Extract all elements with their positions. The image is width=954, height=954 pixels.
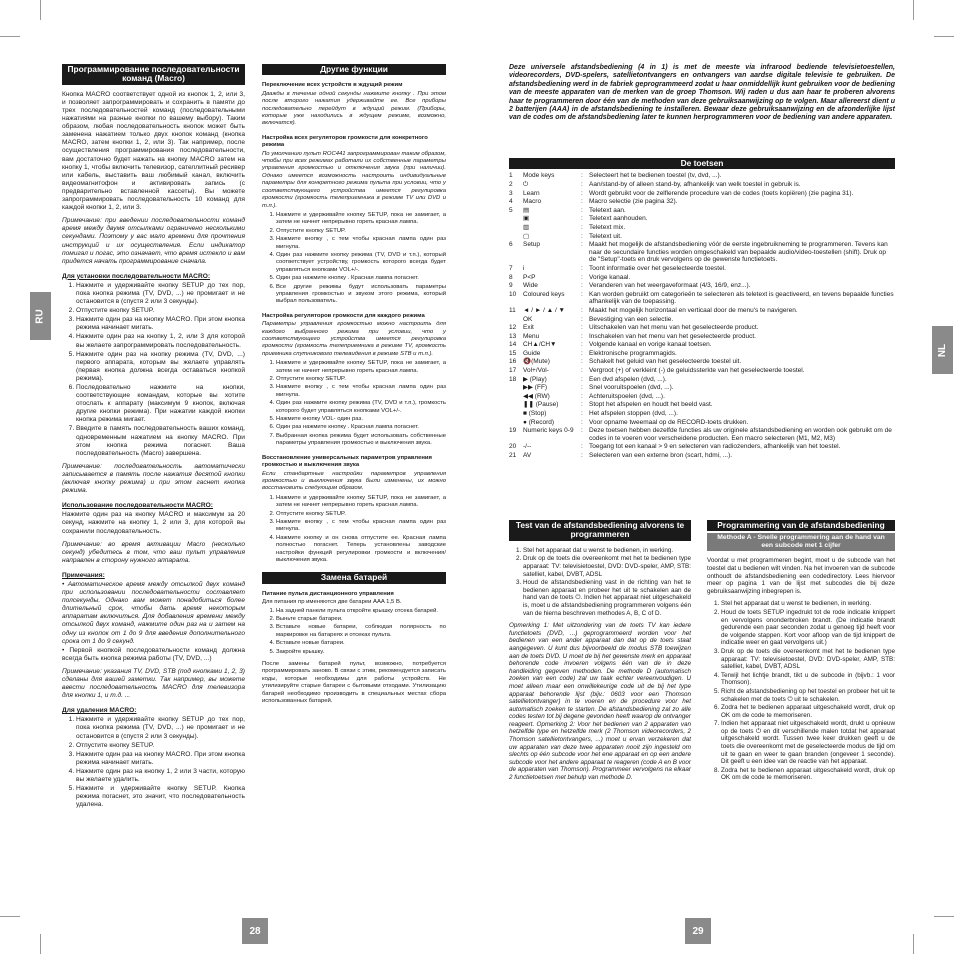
column-test xyxy=(509,520,691,788)
key-number: 11 xyxy=(509,306,516,314)
table-row xyxy=(509,291,895,307)
separator: : xyxy=(581,172,583,180)
key-description: Veranderen van het weergaveformaat (4/3, 16/9, enz...). xyxy=(589,282,751,290)
key-number xyxy=(509,384,523,393)
key-name: ▣ xyxy=(523,215,530,223)
key-description: Teletext aanhouden. xyxy=(589,215,648,223)
separator: : xyxy=(581,341,583,349)
key-name: ▤ xyxy=(523,206,530,214)
macro-remark: • Автоматическое время между отсылкой двух команд при использовании последовательности составляет полсекунды. Однако вам может понадобиться более длительный срок, чтобы дать время некоторым аппаратам включиться. Для добавления времени между отсылкой двух команд, нажмите один раз на и затем на одну из кнопок от 1 до 9 для введения дополнительного срока от 1 до 9 секунд. xyxy=(62,580,245,645)
list-item: 5. Один раз нажмите кнопку . Красная лампа погаснет. xyxy=(276,275,446,282)
key-description: Teletext uit. xyxy=(589,232,622,240)
key-name: ▥ xyxy=(523,223,530,231)
list-item: 4. Вставьте новые батареи. xyxy=(276,640,446,647)
table-row xyxy=(509,224,895,233)
separator: : xyxy=(581,241,583,249)
macro-intro: Кнопка MACRO соответствует одной из кнопок 1, 2, или 3, и позволяет запрограммировать и сохранить в памяти до трех последовательностей команд (последовательными нажатиями на разные кнопки по вашему выбору). Таким образом, любая последовательность кнопок может быть заменена нажатием только двух кнопок команд (кнопка MACRO, затем кнопки 1, 2, или 3). Так например, после осуществления программирования последовательности, вам достаточно будет нажать на кнопку MACRO затем на кнопку 1, чтобы включить телевизор, сателлитный ресивер или кабель, выставить ваш любимый канал, включить видеомагнитофон и активировать запись (с предварительно вставленной кассеты). Вы можете запрограммировать последовательность 10 команд для каждой кнопки 1, 2, или 3. xyxy=(62,90,245,212)
key-number xyxy=(509,316,523,325)
key-description: Selecteert het te bedienen toestel (tv, dvd, ...). xyxy=(589,172,722,180)
list-item: 4. Нажмите один раз на кнопку 1, 2, или 3 для которой вы желаете запрограммировать последовательность. xyxy=(76,333,245,349)
crop-mark xyxy=(40,0,41,20)
list-item: 7. Введите в память последовательность ваших команд, одновременным нажатием на кнопку MACRO. При этом кнопка режима погаснет. Ваша последовательность (Macro) завершена. xyxy=(76,425,245,457)
section-header-battery: Замена батарей xyxy=(262,572,446,583)
key-description: Inschakelen van het menu van het geselecteerde product. xyxy=(589,332,756,340)
table-row xyxy=(509,181,895,190)
key-name: ◀◀ (RW) xyxy=(523,392,550,400)
table-row xyxy=(509,410,895,419)
key-description: Het afspelen stoppen (dvd, ...). xyxy=(589,410,678,418)
volume-restore-steps xyxy=(262,495,446,565)
key-name: AV xyxy=(523,452,532,459)
key-name: i xyxy=(523,264,525,272)
separator: : xyxy=(581,215,583,223)
list-item: 1. Нажмите и удерживайте кнопку SETUP, пока не замигает, а затем не начнет непрерывно гореть красная лампа. xyxy=(276,495,446,510)
separator: : xyxy=(581,358,583,366)
separator: : xyxy=(581,392,583,400)
crop-mark xyxy=(913,934,914,954)
column-programming xyxy=(707,520,895,787)
key-number xyxy=(509,224,523,233)
key-number: 1 xyxy=(509,172,513,180)
table-row xyxy=(509,427,895,443)
volume-all-title: Настройка всех регуляторов громкости для конкретного режима xyxy=(262,134,428,149)
macro-note: Примечание: при введении последовательности команд время между двумя отсылками ограничено несколькими секундами. Поэтому у вас мало времени для прочтения инструкций и их осуществления. Если индикатор помигал и погас, это означает, что время истекло и вам придется начать программирование сначала. xyxy=(62,217,245,265)
method-a-header: Methode A - Snelle programmering aan de hand van een subcode met 1 cijfer xyxy=(707,533,895,551)
list-item: 3. Druk op de toets die overeenkomt met het te bedienen type apparaat: TV: televisietoestel, DVD: DVD-speler, AMP, STB: satelliet, kabel, DVBT, ADSL xyxy=(721,648,895,671)
key-description: Macro selectie (zie pagina 32). xyxy=(589,198,678,206)
macro-remarks-title: Примечания: xyxy=(62,571,105,579)
macro-setup-note: Примечание: последовательность автоматически записывается в память после нажатия десятой кнопки (включая кнопку режима) и при этом гаснет кнопка режима. xyxy=(62,462,245,495)
key-number: 3 xyxy=(509,189,513,197)
key-name: Guide xyxy=(523,349,541,357)
key-description: Toegang tot een kanaal > 9 en selecteren van radiozenders, afhankelijk van het toestel. xyxy=(589,443,841,451)
section-header-programming: Programmering van de afstandsbediening xyxy=(707,520,895,531)
programming-steps xyxy=(707,600,895,782)
volume-all-steps xyxy=(262,212,446,306)
separator: : xyxy=(581,181,583,188)
key-description: Elektronische programmagids. xyxy=(589,349,677,357)
key-name: Exit xyxy=(523,324,534,332)
separator: : xyxy=(581,223,583,231)
table-row xyxy=(509,265,895,274)
list-item: 4. Terwijl het lichtje brandt, tikt u de subcode in (bijvb.: 1 voor Thomson). xyxy=(721,672,895,687)
list-item: 1. Нажмите и удерживайте кнопку SETUP, пока не замигает, а затем не начнет непрерывно гореть красная лампа. xyxy=(276,360,446,375)
separator: : xyxy=(581,189,583,197)
list-item: 3. Нажмите кнопку , с тем чтобы красная лампа один раз мигнула. xyxy=(276,384,446,399)
list-item: 3. Нажмите кнопку , с тем чтобы красная лампа один раз мигнула. xyxy=(276,519,446,534)
separator: : xyxy=(581,290,583,298)
crop-mark xyxy=(934,916,954,917)
key-number: 2 xyxy=(509,181,513,188)
key-number: 4 xyxy=(509,198,513,206)
list-item: 2. Отпустите кнопку SETUP. xyxy=(276,376,446,383)
volume-all-text: По умолчанию пульт ROC441 запрограммирован таким образом, чтобы при всех режимах работали их собственные параметры управления громкостью и отключения звука (при наличии). Однако имеется возможность настроить индивидуальные параметры для конкретного режима пульта при условии, что у соответствующего устройства имеется регулировка громкости (громкость телеприемника в режиме TV или DVD и т.п.). xyxy=(262,150,446,209)
list-item: 4. Один раз нажмите кнопку режима (TV, DVD и т.п.), громкость которого будет управляться кнопками VOL+/-. xyxy=(276,400,446,415)
table-row xyxy=(509,358,895,367)
key-number: 9 xyxy=(509,282,513,290)
separator: : xyxy=(581,418,583,426)
macro-delete-title: Для удаления MACRO: xyxy=(62,707,137,715)
table-row xyxy=(509,190,895,199)
list-item: 1. Нажмите и удерживайте кнопку SETUP до тех пор, пока кнопка режима (TV, DVD, ...) не промигает и не остановится в (спустя 2 или 3 секунды). xyxy=(76,716,245,740)
list-item: 6. Все другие режимы будут использовать параметры управления громкостью и звуком этого режима, который выбрал пользователь. xyxy=(276,284,446,306)
key-description: Aan/stand-by of alleen stand-by, afhankelijk van welk toestel in gebruik is. xyxy=(589,181,801,188)
list-item: 3. Нажмите один раз на кнопку MACRO. При этом кнопка режима начинает мигать. xyxy=(76,751,245,767)
list-item: 2. Выньте старые батареи. xyxy=(276,616,446,623)
key-number: 17 xyxy=(509,367,517,375)
key-name: CH▲/CH▼ xyxy=(523,341,557,349)
table-row xyxy=(509,316,895,325)
battery-outro: После замены батарей пульт, возможно, потребуется программировать заново. В связи с этим, рекомендуется записать коды, которые необходимы для работы устройств. Не утилизируйте старые батареи с бытовыми отходами. Утилизацию батарей необходимо производить в специальных местах сбора использованных батарей. xyxy=(262,661,446,705)
list-item: 1. Stel het apparaat dat u wenst te bedienen, in werking. xyxy=(721,600,895,608)
table-row xyxy=(509,376,895,385)
separator: : xyxy=(581,315,583,323)
section-header-macro: Программирование последовательности команд (Macro) xyxy=(62,64,245,85)
list-item: 1. На задней панели пульта откройте крышку отсека батарей. xyxy=(276,608,446,615)
key-name: Macro xyxy=(523,198,542,206)
volume-mode-title: Настройка регуляторов громкости для каждого режима xyxy=(262,312,425,319)
table-row xyxy=(509,333,895,342)
table-row xyxy=(509,401,895,410)
key-description: Schakelt het geluid van het geselecteerde toestel uit. xyxy=(589,358,742,366)
standby-text: Дважды в течение одной секунды нажмите кнопку . При этом после второго нажатия удерживайте ее. Все приборы последовательно перейдут в ждущий режим. (Приборы, которые уже находились в ждущем режиме, возможно, включатся). xyxy=(262,90,446,127)
separator: : xyxy=(581,452,583,459)
key-description: Uitschakelen van het menu van het geselecteerde product. xyxy=(589,324,759,332)
separator: : xyxy=(581,375,583,383)
separator: : xyxy=(581,206,583,214)
list-item: 2. Отпустите кнопку SETUP. xyxy=(276,511,446,518)
test-remarks: Opmerking 1: Met uitzondering van de toets TV kan iedere functietoets (DVD, ...) geprogrammeerd worden voor het bedienen van een ander apparaat dan dat op de toets staat aangegeven. U kunt dus bijvoorbeeld de modus STB toewijzen aan de toets DVD. U moet de bij het gewenste merk en apparaat behorende code invoeren volgens één van de in deze handleiding gegeven methoden. De methode D (automatisch zoeken van een code) zal uw taak echter vereenvoudigen. U moet alleen maar een onwillekeurige code uit de bij het type apparaat behorende lijst (bijv.: 0603 voor een Thomson satellietontvanger) in te voeren en de procedure voor het automatisch zoeken te starten. De afstandsbediening zal zo alle codes testen tot bij degene gevonden heeft waarop de ontvanger reageert. Opmerking 2: Voor het bedienen van 2 apparaten van hetzelfde type en hetzelfde merk (2 Thomson videorecorders, 2 Thomson satellietontvangers, ...) moet u ervan verzekeren dat uw apparaten van deze twee apparaten nooit zijn ingesteld om slechts op één subcode voor het ene apparaat en op een andere subcode voor het andere apparaat te reageren (code A en B voor de apparaten van Thomson). Programmeer vervolgens na elkaar 2 functietoetsen met behulp van methode D. xyxy=(509,622,691,782)
list-item: 8. Zodra het te bedienen apparaat uitgeschakeld wordt, druk op OK om de code te memoriseren. xyxy=(721,767,895,782)
key-number: 19 xyxy=(509,427,517,435)
macro-setup-steps xyxy=(62,282,245,458)
macro-remarks-note: Примечание: указания TV, DVD, STB (под кнопками 1, 2, 3) сделаны для вашей заметки. Так например, вы можете ввести последовательность MACRO для телевизора для кнопки 1, и т.д. ... xyxy=(62,667,245,700)
separator: : xyxy=(581,264,583,272)
table-row xyxy=(509,282,895,291)
table-row xyxy=(509,324,895,333)
table-row xyxy=(509,384,895,393)
standby-title: Переключение всех устройств в ждущий режим xyxy=(262,82,403,89)
key-description: Achteruitspoelen (dvd, ...). xyxy=(589,392,665,400)
table-row xyxy=(509,307,895,316)
key-number xyxy=(509,410,523,419)
key-number: 20 xyxy=(509,443,517,451)
macro-use-text: Нажмите один раз на кнопку MACRO и максимум за 20 секунд, нажмите на кнопку 1, 2 или 3, для которой вы сохранили последовательность. xyxy=(62,511,245,535)
key-number: 21 xyxy=(509,452,517,459)
keys-table xyxy=(509,172,895,460)
key-description: Vorige kanaal. xyxy=(589,273,631,281)
separator: : xyxy=(581,198,583,206)
key-number xyxy=(509,233,523,242)
key-description: Voor opname tweemaal op de RECORD-toets drukken. xyxy=(589,418,749,426)
separator: : xyxy=(581,273,583,281)
list-item: 7. Indien het apparaat niet uitgeschakeld wordt, drukt u opnieuw op de toets ⏻ en dit verschillende malen totdat het apparaat uitgeschakeld wordt. Tussen twee keer drukken geeft u de toets die overeenkomt met de geselecteerde modus de tijd om uit te gaan en weer te gaan branden (ongeveer 1 seconde). Dit geeft u een idee van de reactie van het apparaat. xyxy=(721,720,895,766)
table-row xyxy=(509,341,895,350)
key-name: Menu xyxy=(523,332,540,340)
list-item: 5. Нажмите один раз на кнопку режима (TV, DVD, ...) первого аппарата, которым вы желаете управлять (первая кнопка должна всегда оставаться кнопкой режима). xyxy=(76,351,245,383)
intro-block xyxy=(509,64,895,129)
list-item: 1. Stel het apparaat dat u wenst te bedienen, in werking. xyxy=(523,547,691,555)
separator: : xyxy=(581,306,583,314)
macro-setup-title: Для установки последовательности MACRO: xyxy=(62,272,211,280)
page-number: 29 xyxy=(685,918,711,944)
separator: : xyxy=(581,232,583,240)
test-steps xyxy=(509,547,691,617)
table-row xyxy=(509,233,895,242)
list-item: 3. Houd de afstandsbediening vast in de richting van het te bedienen apparaat en probeer het uit te schakelen aan de hand van de toets ⏻. Indien het apparaat niet uitgeschakeld is, moet u de afstandsbediening programmeren volgens één van de hierna beschreven methodes A, B, C of D. xyxy=(523,579,691,617)
key-number: 7 xyxy=(509,264,513,272)
separator: : xyxy=(581,367,583,375)
list-item: 6. Один раз нажмите кнопку . Красная лампа погаснет. xyxy=(276,424,446,431)
table-row xyxy=(509,452,895,461)
column-macro xyxy=(62,64,245,814)
table-row xyxy=(509,198,895,207)
key-description: Snel vooruitspoelen (dvd, ...). xyxy=(589,384,674,392)
separator: : xyxy=(581,384,583,392)
section-header-keys: De toetsen xyxy=(509,158,895,169)
list-item: 3. Нажмите кнопку , с тем чтобы красная лампа один раз мигнула. xyxy=(276,236,446,251)
language-tab: RU xyxy=(30,292,51,340)
table-row xyxy=(509,215,895,224)
key-description: Selecteren van een externe bron (scart, hdmi, ...). xyxy=(589,452,733,459)
table-row xyxy=(509,367,895,376)
key-number: 14 xyxy=(509,341,517,349)
separator: : xyxy=(581,427,583,435)
battery-steps xyxy=(262,608,446,656)
list-item: 3. Нажмите один раз на кнопку MACRO. При этом кнопка режима начинает мигать. xyxy=(76,316,245,332)
crop-mark xyxy=(913,0,914,20)
list-item: 2. Отпустите кнопку SETUP. xyxy=(276,228,446,235)
key-description: Toont informatie over het geselecteerde toestel. xyxy=(589,264,726,272)
list-item: 2. Отпустите кнопку SETUP. xyxy=(76,307,245,315)
volume-mode-text: Параметры управления громкостью можно настроить для каждого выбранного режима при условии, что у соответствующего устройства имеется регулировка громкости (громкость телеприемника в режиме TV, громкость приемника спутникового телевидения в режиме STB и т.п.). xyxy=(262,321,446,357)
key-number: 13 xyxy=(509,332,517,340)
key-number: 5 xyxy=(509,206,513,214)
key-number xyxy=(509,419,523,428)
key-description: Bevestiging van een selectie. xyxy=(589,315,674,323)
list-item: 3. Вставьте новые батареи, соблюдая полярность по маркировке на батареях и отсеках пульта. xyxy=(276,624,446,639)
macro-use-note: Примечание: во время активации Macro (несколько секунд) убедитесь в том, что ваш пульт управления направлен в сторону нужного аппарата. xyxy=(62,540,245,564)
volume-restore-text: Если стандартные настройки параметров управления громкостью и выключения звука были изменены, их можно восстановить следующим образом. xyxy=(262,470,446,492)
key-description: Deze toetsen hebben dezelfde functies als uw originele afstandsbediening en worden ook gebruikt om de codes in te voeren voor verscheidene producten. Een macro selecteren (M1, M2, M3) xyxy=(589,427,892,442)
key-description: Kan worden gebruikt om categorieën te selecteren als teletext is geactiveerd, en tevens bepaalde functies afhankelijk van de toepassing. xyxy=(589,290,894,306)
key-name: ■ (Stop) xyxy=(523,410,547,418)
list-item: 4. Нажмите кнопку и он снова отпустите ее. Красная лампа полностью погаснет. Теперь установлены заводские настройки функций регулировки громкости и включения/выключения звука. xyxy=(276,535,446,565)
key-name: ● (Record) xyxy=(523,418,555,426)
list-item: 4. Один раз нажмите кнопку режима (TV, DVD и т.п.), который соответствует устройству, громкость которого всегда будет управляться кнопками VOL+/-. xyxy=(276,252,446,274)
volume-restore-title: Восстановление универсальных параметров управления громкостью и выключения звука xyxy=(262,454,432,469)
list-item: 6. Последовательно нажмите на кнопки, соответствующие командам, которые вы хотите отослать к аппарату (максимум 9 кнопок, включая другие кнопки режима). При нажатии каждой кнопки кнопка режима мигает. xyxy=(76,384,245,424)
separator: : xyxy=(581,282,583,290)
key-number xyxy=(509,215,523,224)
key-description: Maakt het mogelijk horizontaal en verticaal door de menu's te navigeren. xyxy=(589,306,798,314)
key-description: Maakt het mogelijk de afstandsbediening vóór de eerste ingebruikneming te programmeren. Tevens kan naar de secundaire functies worden omgeschakeld van bepaalde audio/video-toestellen (shift). Druk op de "Setup"-toets en druk vervolgens op de gewenste functietoets. xyxy=(589,241,888,264)
key-name: ▶▶ (FF) xyxy=(523,384,548,392)
separator: : xyxy=(581,332,583,340)
section-header-test: Test van de afstandsbediening alvorens te programmeren xyxy=(509,520,691,541)
key-name: ▶ (Play) xyxy=(523,375,547,383)
key-number: 10 xyxy=(509,290,517,298)
list-item: 2. Отпустите кнопку SETUP. xyxy=(76,742,245,750)
list-item: 5. Нажмите кнопку VOL- один раз. xyxy=(276,416,446,423)
key-name: -/-- xyxy=(523,443,532,451)
key-name: Vol+/Vol- xyxy=(523,367,549,375)
table-row xyxy=(509,207,895,216)
list-item: 1. Нажмите и удерживайте кнопку SETUP до тех пор, пока кнопка режима (TV, DVD, ...) не промигает и не остановится в (спустя 2 или 3 секунды). xyxy=(76,282,245,306)
key-description: Wordt gebruikt voor de zelflerende procedure van de codes (toets kopiëren) (zie pagina 31). xyxy=(589,189,854,197)
key-name: Learn xyxy=(523,189,540,197)
key-name: OK xyxy=(523,315,533,323)
key-name: ❚❚ (Pause) xyxy=(523,401,559,409)
list-item: 1. Нажмите и удерживайте кнопку SETUP, пока не замигает, а затем не начнет непрерывно гореть красная лампа. xyxy=(276,212,446,227)
crop-mark xyxy=(0,916,20,917)
column-other-functions xyxy=(262,64,446,710)
key-name: ⏻ xyxy=(523,181,529,188)
key-number xyxy=(509,401,523,410)
key-name: Mode keys xyxy=(523,172,555,180)
page-right xyxy=(477,0,954,954)
list-item: 2. Druk op de toets die overeenkomt met het te bedienen type apparaat: TV: televisietoestel, DVD: DVD-speler, AMP, STB: satelliet, kabel, DVBT, ADSL xyxy=(523,555,691,578)
list-item: 7. Выбранная кнопка режима будет использовать собственные параметры управления громкостью и выключения звука. xyxy=(276,433,446,448)
crop-mark xyxy=(40,934,41,954)
key-number xyxy=(509,393,523,402)
key-number: 6 xyxy=(509,241,513,249)
key-name: ▢ xyxy=(523,232,530,240)
key-number: 12 xyxy=(509,324,517,332)
key-name: P<P xyxy=(523,273,536,281)
battery-title: Питание пульта дистанционного управления xyxy=(262,590,394,597)
separator: : xyxy=(581,410,583,418)
crop-mark xyxy=(934,36,954,37)
volume-mode-steps xyxy=(262,360,446,447)
table-row xyxy=(509,419,895,428)
list-item: 6. Zodra het te bedienen apparaat uitgeschakeld wordt, druk op OK om de code te memoriseren. xyxy=(721,704,895,719)
separator: : xyxy=(581,443,583,451)
key-name: 🔇(Mute) xyxy=(523,358,550,366)
key-name: Numeric keys 0-9 xyxy=(523,427,574,435)
language-tab: NL xyxy=(932,326,953,374)
key-description: Stopt het afspelen en houdt het beeld vast. xyxy=(589,401,713,409)
key-description: Een dvd afspelen (dvd, ...). xyxy=(589,375,667,383)
page-number: 28 xyxy=(242,918,268,944)
macro-remark: • Первой кнопкой последовательности команд должна всегда быть кнопка режима работы (TV, DVD, ...) xyxy=(62,646,245,662)
key-description: Volgende kanaal en vorige kanaal toetsen. xyxy=(589,341,712,349)
key-description: Teletext aan. xyxy=(589,206,626,214)
macro-delete-steps xyxy=(62,716,245,809)
separator: : xyxy=(581,401,583,409)
keys-section xyxy=(509,158,895,467)
list-item: 2. Houd de toets SETUP ingedrukt tot de rode indicatie knippert en vervolgens ononderbroken brandt. (De indicatie brandt gedurende een paar seconden zodat u genoeg tijd heeft voor de volgende stappen. Kort voor afloop van de tijd knippert de indicatie weer en gaat vervolgens uit.) xyxy=(721,609,895,647)
table-row xyxy=(509,443,895,452)
key-number: 8 xyxy=(509,273,513,281)
key-name: ◄ / ► / ▲ / ▼ xyxy=(523,306,565,314)
battery-intro: Для питания пр именяются две батареи AAA 1,5 В. xyxy=(262,599,402,606)
macro-use-title: Использование последовательности MACRO: xyxy=(62,502,213,510)
key-number: 18 xyxy=(509,375,517,383)
separator: : xyxy=(581,349,583,357)
crop-mark xyxy=(0,36,20,37)
key-description: Teletext mix. xyxy=(589,223,626,231)
separator: : xyxy=(581,324,583,332)
key-number: 15 xyxy=(509,349,517,357)
programming-intro: Voordat u met programmeren begint, moet u de subcode van het toestel dat u bedienen wilt vinden. Na het invoeren van de subcode onthoudt de afstandsbediening een codedirectory. Lees hiervoor meer op pagina 1 van de lijst met subcodes die bij deze gebruiksaanwijzing inbegrepen is. xyxy=(707,557,895,595)
table-row xyxy=(509,274,895,283)
list-item: 5. Richt de afstandsbediening op het toestel en probeer het uit te schakelen met de toets ⏻ uit te schakelen. xyxy=(721,688,895,703)
list-item: 5. Нажмите и удерживайте кнопку SETUP. Кнопка режима погаснет, это значит, что последовательность удалена. xyxy=(76,785,245,809)
key-name: Coloured keys xyxy=(523,290,565,298)
list-item: 5. Закройте крышку. xyxy=(276,649,446,656)
key-name: Wide xyxy=(523,282,538,290)
intro-text: Deze universele afstandsbediening (4 in 1) is met de meeste via infrarood bediende televisietoestellen, videorecorders, DVD-spelers, satellietontvangers en ontvangers van aardse digitale televisie te gebruiken. De afstandsbediening werd in de fabriek geprogrammeerd zodat u haar onmiddellijk kunt gebruiken voor de bediening van de meeste apparaten van de merken van de groep Thomson. Wij raden u dus aan haar te proberen alvorens haar te programmeren door één van de methoden van deze gebruiksaanwijzing op te volgen. Maar allereerst dient u 2 batterijen (AAA) in de afstandsbediening te installeren. Bewaar deze gebruiksaanwijzing en de afzonderlijke lijst van de codes om de afstandsbediening later te kunnen herprogrammeren voor de bediening van andere apparaten. xyxy=(509,64,895,122)
table-row xyxy=(509,172,895,181)
section-header-other: Другие функции xyxy=(262,64,446,75)
key-name: Setup xyxy=(523,241,540,249)
key-description: Vergroot (+) of verkleint (-) de geluidssterkte van het geselecteerde toestel. xyxy=(589,367,805,375)
list-item: 4. Нажмите один раз на кнопку 1, 2 или 3 части, которую вы желаете удалить. xyxy=(76,768,245,784)
table-row xyxy=(509,393,895,402)
table-row xyxy=(509,241,895,265)
key-number: 16 xyxy=(509,358,517,366)
table-row xyxy=(509,350,895,359)
